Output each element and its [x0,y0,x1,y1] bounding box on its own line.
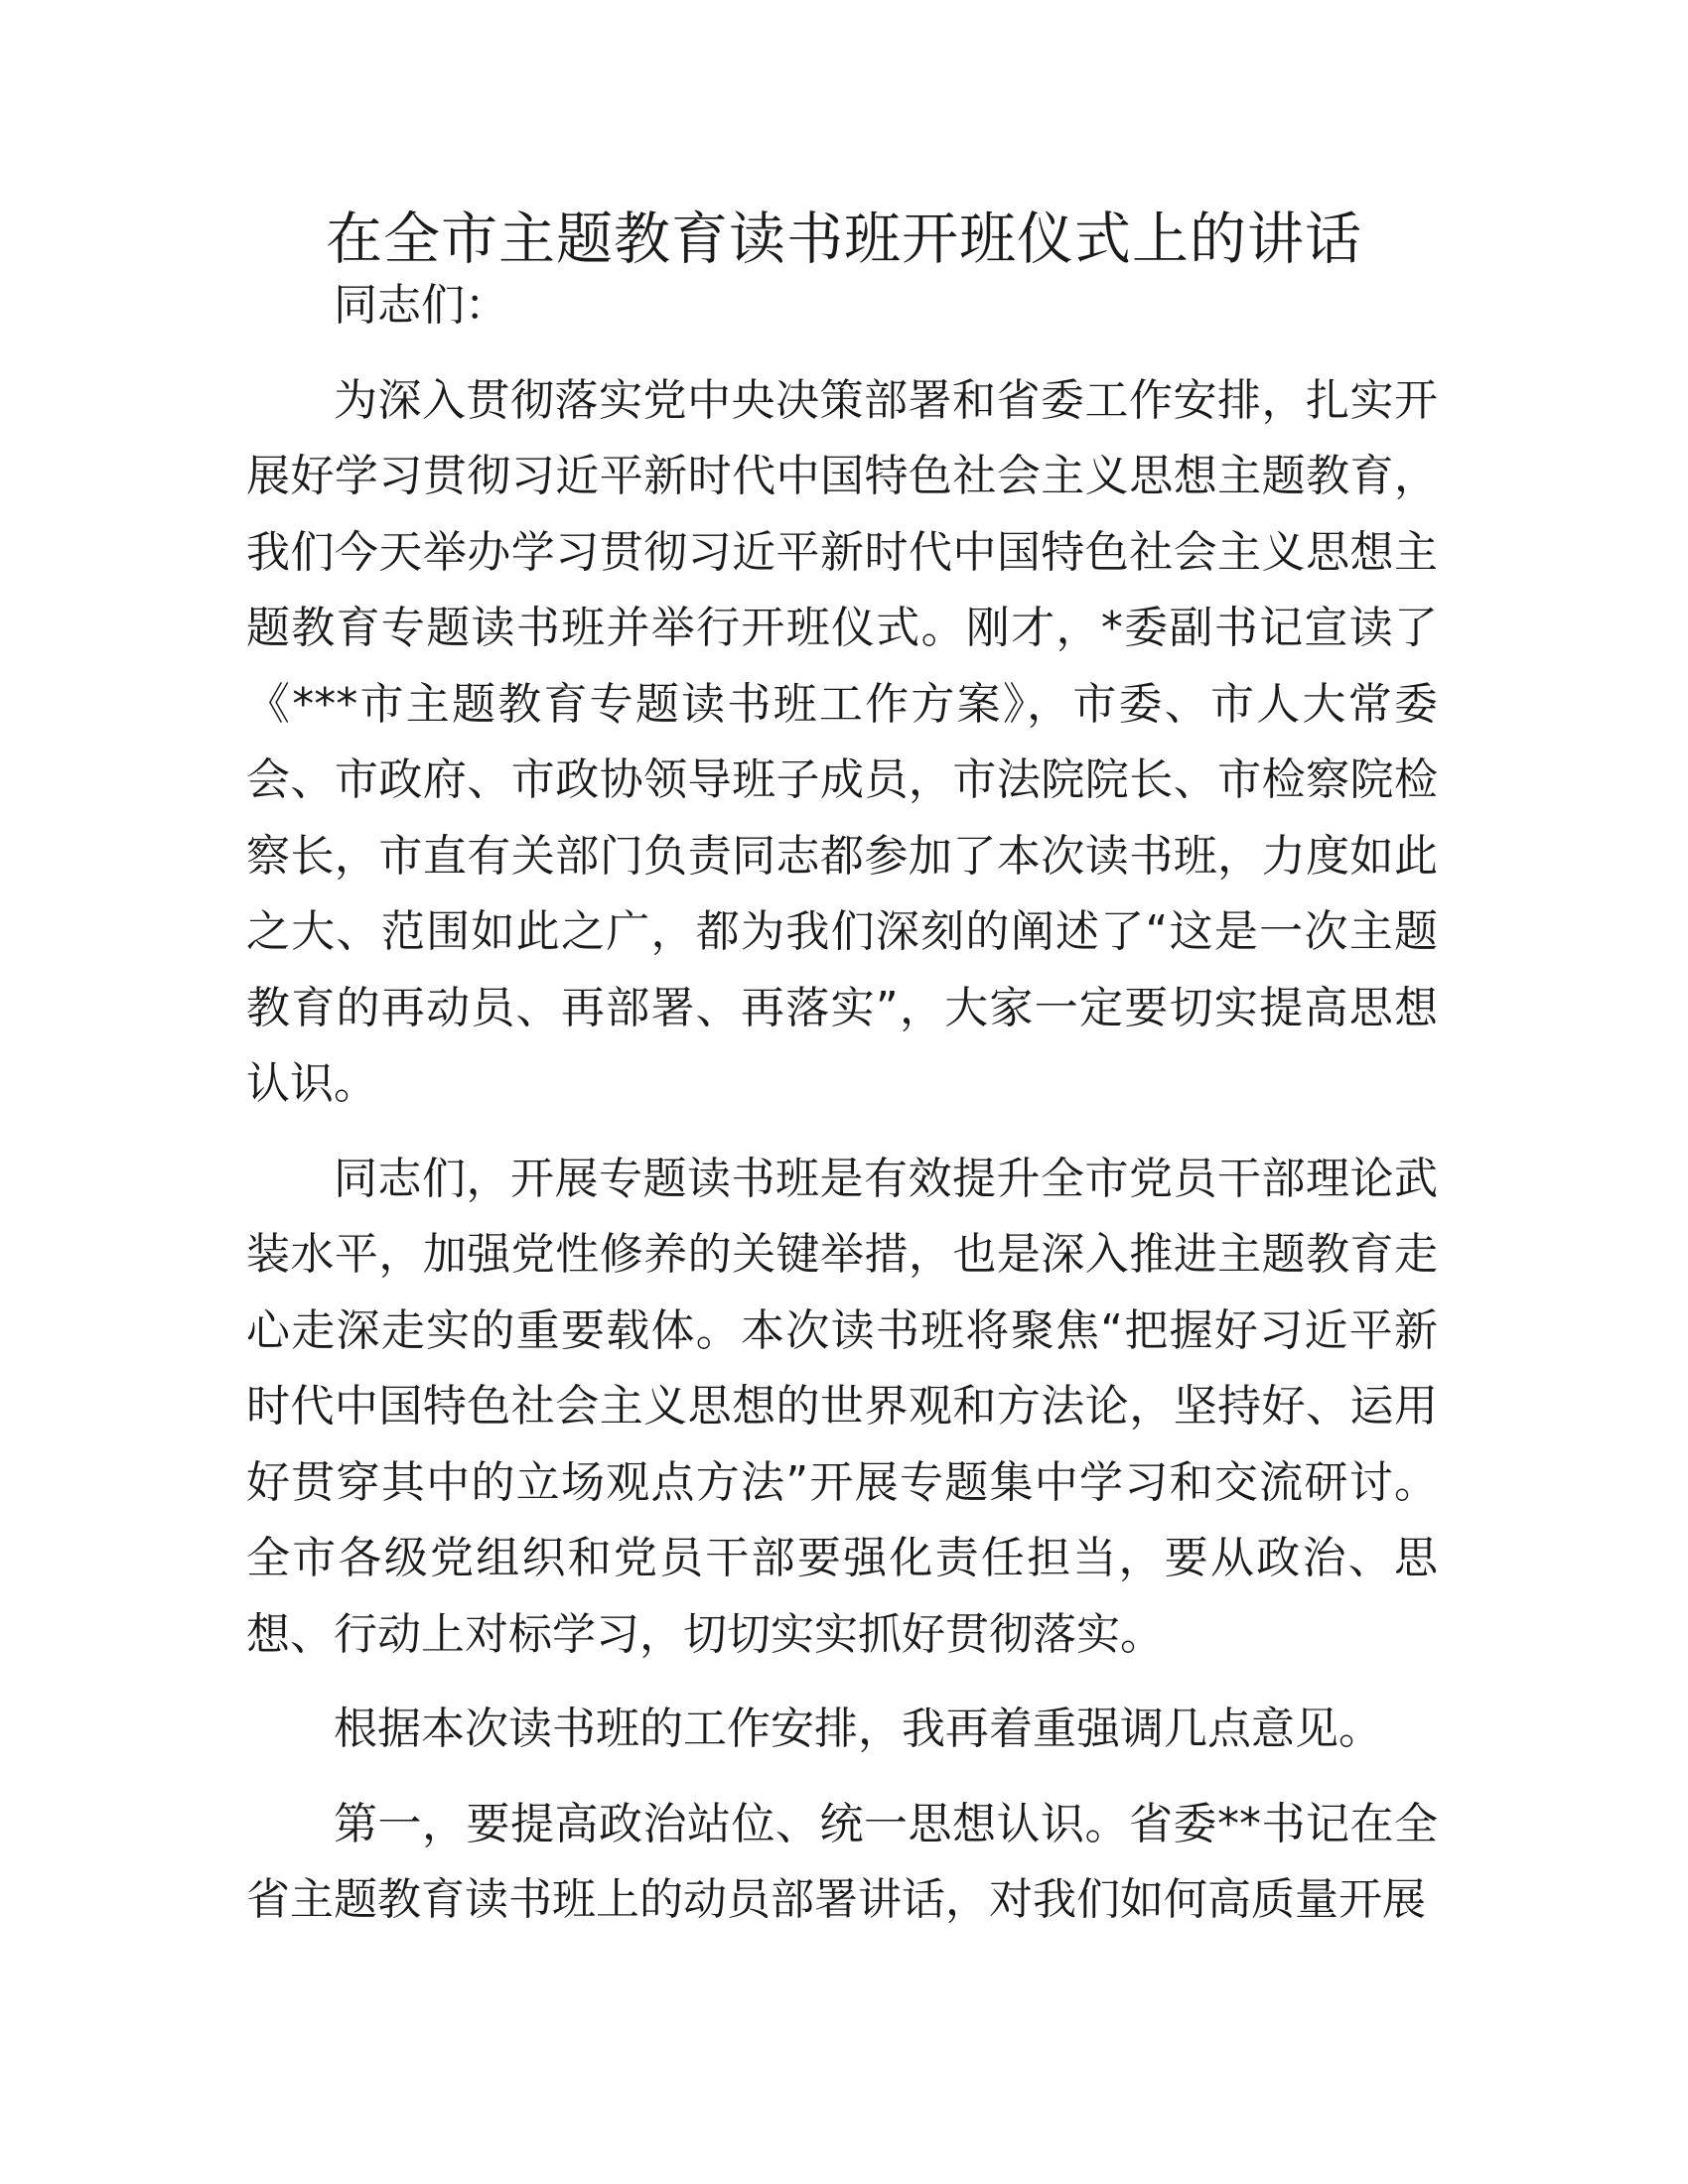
paragraph-3: 根据本次读书班的工作安排，我再着重强调几点意见。 [334,1704,1382,1754]
paragraph-2: 同志们，开展专题读书班是有效提升全市党员干部理论武装水平，加强党性修养的关键举措，也是深入推进主题教育走心走深走实的重要载体。本次读书班将聚焦“把握好习近平新时代中国特色社会主义思想的世界观和方法论，坚持好、运用好贯穿其中的立场观点方法”开展专题集中学习和交流研讨。全市各级党组织和党员干部要强化责任担当，要从政治、思想、行动上对标学习，切切实实抓好贯彻落实。 [246,1153,1438,1660]
speech-body [246,268,1438,1939]
paragraph-1: 为深入贯彻落实党中央决策部署和省委工作安排，扎实开展好学习贯彻习近平新时代中国特色社会主义思想主题教育，我们今天举办学习贯彻习近平新时代中国特色社会主义思想主题教育专题读书班并举行开班仪式。刚才，*委副书记宣读了《***市主题教育专题读书班工作方案》，市委、市人大常委会、市政府、市政协领导班子成员，市法院院长、市检察院检察长，市直有关部门负责同志都参加了本次读书班，力度如此之大、范围如此之广，都为我们深刻的阐述了“这是一次主题教育的再动员、再部署、再落实”，大家一定要切实提高思想认识。 [246,374,1438,1109]
document-title: 在全市主题教育读书班开班仪式上的讲话 [326,206,1362,272]
paragraph-4: 第一，要提高政治站位、统一思想认识。省委**书记在全省主题教育读书班上的动员部署讲话，对我们如何高质量开展 [246,1798,1438,1925]
greeting: 同志们： [334,280,508,331]
